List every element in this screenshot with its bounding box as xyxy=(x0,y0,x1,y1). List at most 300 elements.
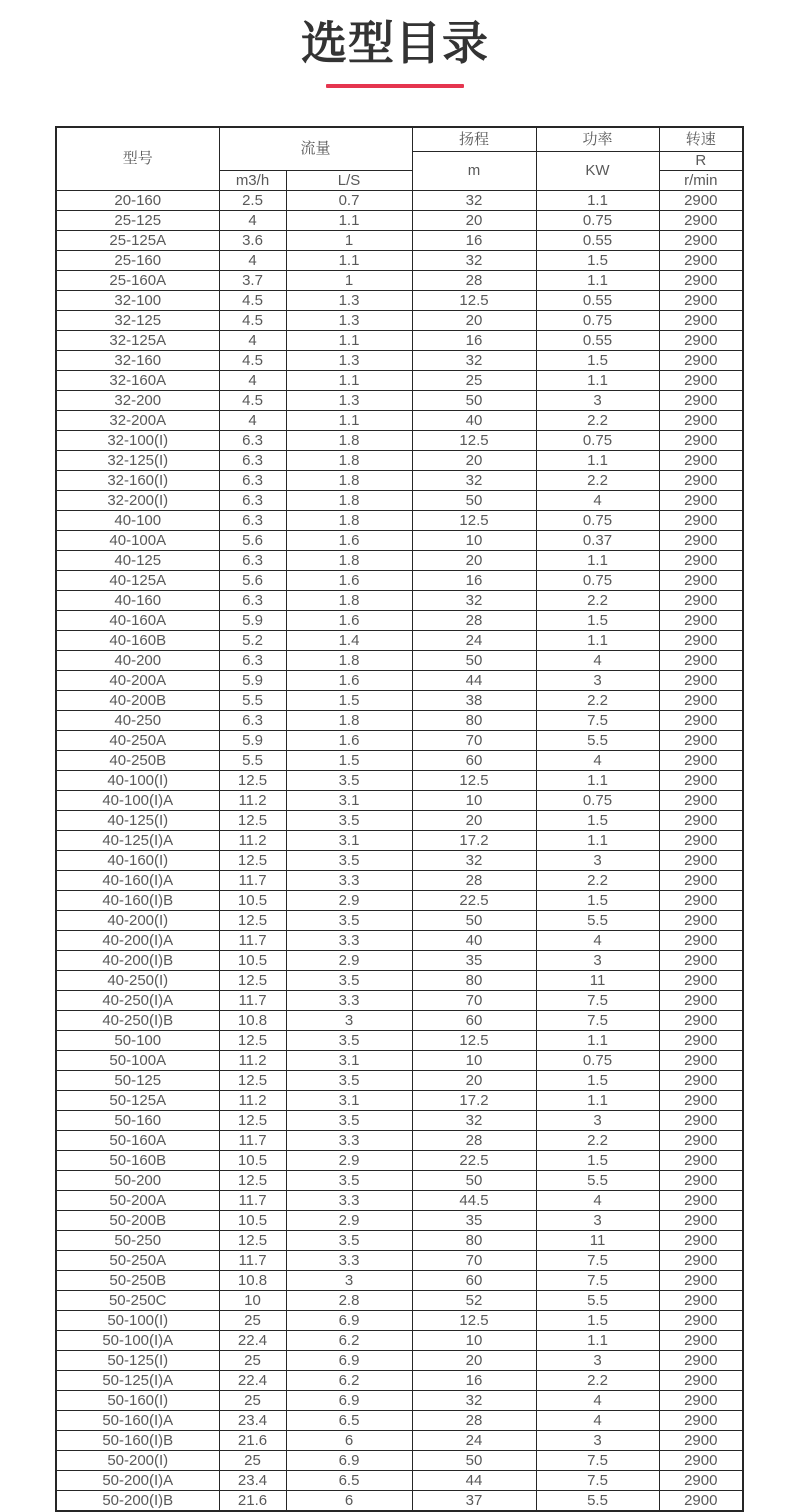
cell-speed-rpm: 2900 xyxy=(659,1211,743,1231)
cell-flow-ls: 3 xyxy=(286,1271,412,1291)
cell-flow-m3h: 6.3 xyxy=(219,451,286,471)
cell-speed-rpm: 2900 xyxy=(659,1091,743,1111)
table-row xyxy=(56,611,743,631)
table-row xyxy=(56,1311,743,1331)
cell-flow-ls: 1.3 xyxy=(286,311,412,331)
cell-speed-rpm: 2900 xyxy=(659,691,743,711)
cell-power-kw: 2.2 xyxy=(536,471,659,491)
cell-flow-ls: 3.3 xyxy=(286,1191,412,1211)
cell-flow-ls: 6.9 xyxy=(286,1351,412,1371)
cell-head-m: 16 xyxy=(412,231,536,251)
table-row xyxy=(56,1051,743,1071)
cell-speed-rpm: 2900 xyxy=(659,931,743,951)
cell-head-m: 25 xyxy=(412,371,536,391)
cell-power-kw: 1.1 xyxy=(536,551,659,571)
cell-flow-m3h: 22.4 xyxy=(219,1331,286,1351)
table-row xyxy=(56,651,743,671)
cell-head-m: 20 xyxy=(412,1351,536,1371)
header-row-1 xyxy=(56,127,743,152)
cell-flow-m3h: 23.4 xyxy=(219,1471,286,1491)
table-row xyxy=(56,871,743,891)
table-row xyxy=(56,271,743,291)
table-row xyxy=(56,1231,743,1251)
cell-speed-rpm: 2900 xyxy=(659,431,743,451)
cell-head-m: 35 xyxy=(412,1211,536,1231)
cell-model: 40-125(I)A xyxy=(56,831,219,851)
cell-speed-rpm: 2900 xyxy=(659,811,743,831)
cell-model: 32-160A xyxy=(56,371,219,391)
cell-head-m: 38 xyxy=(412,691,536,711)
cell-head-m: 28 xyxy=(412,271,536,291)
cell-model: 40-125A xyxy=(56,571,219,591)
cell-model: 32-100 xyxy=(56,291,219,311)
table-row xyxy=(56,1491,743,1511)
cell-model: 32-200 xyxy=(56,391,219,411)
cell-head-m: 12.5 xyxy=(412,1031,536,1051)
cell-speed-rpm: 2900 xyxy=(659,491,743,511)
cell-power-kw: 1.1 xyxy=(536,1331,659,1351)
header-speed-unit: r/min xyxy=(659,171,743,191)
cell-power-kw: 11 xyxy=(536,1231,659,1251)
cell-model: 40-250(I)B xyxy=(56,1011,219,1031)
table-row xyxy=(56,1211,743,1231)
cell-flow-ls: 1.3 xyxy=(286,291,412,311)
cell-model: 50-125(I)A xyxy=(56,1371,219,1391)
cell-flow-ls: 1.8 xyxy=(286,651,412,671)
table-row xyxy=(56,751,743,771)
cell-power-kw: 1.5 xyxy=(536,611,659,631)
cell-head-m: 28 xyxy=(412,1411,536,1431)
cell-flow-m3h: 23.4 xyxy=(219,1411,286,1431)
table-row xyxy=(56,951,743,971)
table-row xyxy=(56,711,743,731)
table-row xyxy=(56,1391,743,1411)
cell-flow-m3h: 10.5 xyxy=(219,951,286,971)
cell-model: 32-125A xyxy=(56,331,219,351)
cell-power-kw: 0.75 xyxy=(536,211,659,231)
cell-flow-m3h: 12.5 xyxy=(219,811,286,831)
table-row xyxy=(56,1331,743,1351)
cell-model: 32-100(I) xyxy=(56,431,219,451)
cell-flow-ls: 3.5 xyxy=(286,911,412,931)
cell-flow-ls: 3.1 xyxy=(286,791,412,811)
cell-head-m: 10 xyxy=(412,531,536,551)
table-row xyxy=(56,891,743,911)
cell-power-kw: 3 xyxy=(536,1431,659,1451)
table-row xyxy=(56,851,743,871)
cell-model: 40-250(I)A xyxy=(56,991,219,1011)
cell-speed-rpm: 2900 xyxy=(659,911,743,931)
cell-model: 50-160(I)A xyxy=(56,1411,219,1431)
cell-model: 40-200 xyxy=(56,651,219,671)
table-row xyxy=(56,231,743,251)
cell-head-m: 32 xyxy=(412,191,536,211)
cell-power-kw: 1.1 xyxy=(536,631,659,651)
table-row xyxy=(56,371,743,391)
cell-model: 20-160 xyxy=(56,191,219,211)
cell-model: 40-160(I)B xyxy=(56,891,219,911)
table-row xyxy=(56,251,743,271)
cell-flow-ls: 3.5 xyxy=(286,1031,412,1051)
cell-flow-ls: 1.6 xyxy=(286,611,412,631)
table-row xyxy=(56,291,743,311)
cell-power-kw: 0.75 xyxy=(536,511,659,531)
cell-model: 40-250B xyxy=(56,751,219,771)
table-row xyxy=(56,391,743,411)
cell-power-kw: 0.75 xyxy=(536,311,659,331)
cell-flow-m3h: 6.3 xyxy=(219,511,286,531)
cell-power-kw: 3 xyxy=(536,1351,659,1371)
table-row xyxy=(56,1011,743,1031)
cell-head-m: 12.5 xyxy=(412,291,536,311)
cell-flow-ls: 6.5 xyxy=(286,1411,412,1431)
cell-speed-rpm: 2900 xyxy=(659,351,743,371)
cell-speed-rpm: 2900 xyxy=(659,671,743,691)
cell-flow-m3h: 11.2 xyxy=(219,1091,286,1111)
table-row xyxy=(56,431,743,451)
cell-model: 32-125(I) xyxy=(56,451,219,471)
selection-table xyxy=(55,126,744,1512)
cell-head-m: 44 xyxy=(412,1471,536,1491)
cell-flow-m3h: 25 xyxy=(219,1391,286,1411)
cell-speed-rpm: 2900 xyxy=(659,451,743,471)
cell-flow-m3h: 5.5 xyxy=(219,751,286,771)
cell-model: 40-200(I)A xyxy=(56,931,219,951)
cell-flow-m3h: 12.5 xyxy=(219,851,286,871)
cell-flow-m3h: 12.5 xyxy=(219,1111,286,1131)
cell-head-m: 60 xyxy=(412,751,536,771)
cell-model: 50-160B xyxy=(56,1151,219,1171)
cell-flow-m3h: 10 xyxy=(219,1291,286,1311)
cell-speed-rpm: 2900 xyxy=(659,1251,743,1271)
cell-flow-ls: 1.1 xyxy=(286,211,412,231)
cell-speed-rpm: 2900 xyxy=(659,791,743,811)
table-row xyxy=(56,331,743,351)
cell-power-kw: 7.5 xyxy=(536,1251,659,1271)
cell-flow-m3h: 12.5 xyxy=(219,1031,286,1051)
cell-speed-rpm: 2900 xyxy=(659,1291,743,1311)
cell-speed-rpm: 2900 xyxy=(659,311,743,331)
cell-flow-ls: 3.5 xyxy=(286,1231,412,1251)
cell-flow-ls: 3.5 xyxy=(286,971,412,991)
cell-power-kw: 1.5 xyxy=(536,251,659,271)
header-power: 功率 xyxy=(536,127,659,152)
cell-model: 50-100A xyxy=(56,1051,219,1071)
cell-speed-rpm: 2900 xyxy=(659,531,743,551)
table-row xyxy=(56,1091,743,1111)
cell-flow-ls: 1.8 xyxy=(286,471,412,491)
cell-head-m: 20 xyxy=(412,211,536,231)
cell-model: 50-200(I)A xyxy=(56,1471,219,1491)
cell-power-kw: 2.2 xyxy=(536,411,659,431)
table-row xyxy=(56,671,743,691)
cell-head-m: 28 xyxy=(412,871,536,891)
table-row xyxy=(56,1351,743,1371)
table-row xyxy=(56,1191,743,1211)
cell-power-kw: 2.2 xyxy=(536,691,659,711)
cell-flow-m3h: 5.6 xyxy=(219,571,286,591)
cell-head-m: 70 xyxy=(412,731,536,751)
cell-power-kw: 0.37 xyxy=(536,531,659,551)
cell-flow-m3h: 12.5 xyxy=(219,1231,286,1251)
table-row xyxy=(56,411,743,431)
cell-flow-ls: 3.5 xyxy=(286,1171,412,1191)
cell-power-kw: 11 xyxy=(536,971,659,991)
cell-flow-ls: 1.8 xyxy=(286,431,412,451)
cell-flow-m3h: 10.8 xyxy=(219,1011,286,1031)
cell-flow-ls: 2.8 xyxy=(286,1291,412,1311)
cell-flow-ls: 1.8 xyxy=(286,591,412,611)
cell-power-kw: 1.5 xyxy=(536,351,659,371)
cell-power-kw: 1.1 xyxy=(536,271,659,291)
cell-flow-m3h: 4 xyxy=(219,211,286,231)
cell-speed-rpm: 2900 xyxy=(659,1471,743,1491)
cell-head-m: 50 xyxy=(412,491,536,511)
table-row xyxy=(56,1071,743,1091)
cell-flow-m3h: 21.6 xyxy=(219,1491,286,1511)
cell-model: 40-250A xyxy=(56,731,219,751)
cell-power-kw: 5.5 xyxy=(536,731,659,751)
table-row xyxy=(56,531,743,551)
cell-speed-rpm: 2900 xyxy=(659,1171,743,1191)
table-row xyxy=(56,1471,743,1491)
cell-power-kw: 2.2 xyxy=(536,871,659,891)
cell-model: 50-160(I)B xyxy=(56,1431,219,1451)
table-row xyxy=(56,351,743,371)
cell-model: 40-200A xyxy=(56,671,219,691)
table-row xyxy=(56,691,743,711)
cell-flow-m3h: 11.7 xyxy=(219,1191,286,1211)
cell-model: 40-100A xyxy=(56,531,219,551)
cell-flow-ls: 1.8 xyxy=(286,711,412,731)
cell-power-kw: 4 xyxy=(536,931,659,951)
cell-speed-rpm: 2900 xyxy=(659,391,743,411)
cell-flow-ls: 3.3 xyxy=(286,1131,412,1151)
cell-power-kw: 0.75 xyxy=(536,431,659,451)
cell-power-kw: 1.1 xyxy=(536,771,659,791)
table-row xyxy=(56,1431,743,1451)
cell-flow-ls: 6.9 xyxy=(286,1391,412,1411)
cell-model: 50-100(I)A xyxy=(56,1331,219,1351)
cell-flow-ls: 2.9 xyxy=(286,1151,412,1171)
cell-power-kw: 5.5 xyxy=(536,911,659,931)
cell-power-kw: 1.5 xyxy=(536,1151,659,1171)
cell-flow-ls: 3.3 xyxy=(286,931,412,951)
cell-model: 50-200(I)B xyxy=(56,1491,219,1511)
cell-power-kw: 5.5 xyxy=(536,1171,659,1191)
cell-model: 32-125 xyxy=(56,311,219,331)
cell-head-m: 50 xyxy=(412,1451,536,1471)
cell-speed-rpm: 2900 xyxy=(659,771,743,791)
table-row xyxy=(56,491,743,511)
cell-power-kw: 3 xyxy=(536,851,659,871)
cell-speed-rpm: 2900 xyxy=(659,1351,743,1371)
cell-power-kw: 1.1 xyxy=(536,451,659,471)
cell-speed-rpm: 2900 xyxy=(659,731,743,751)
cell-power-kw: 7.5 xyxy=(536,1011,659,1031)
cell-model: 32-160 xyxy=(56,351,219,371)
cell-flow-m3h: 6.3 xyxy=(219,431,286,451)
cell-model: 40-250 xyxy=(56,711,219,731)
cell-head-m: 22.5 xyxy=(412,1151,536,1171)
table-row xyxy=(56,311,743,331)
cell-flow-ls: 3.5 xyxy=(286,1111,412,1131)
cell-flow-m3h: 5.5 xyxy=(219,691,286,711)
cell-flow-m3h: 10.5 xyxy=(219,1151,286,1171)
cell-speed-rpm: 2900 xyxy=(659,611,743,631)
cell-flow-m3h: 11.7 xyxy=(219,991,286,1011)
cell-model: 25-160A xyxy=(56,271,219,291)
cell-head-m: 22.5 xyxy=(412,891,536,911)
cell-flow-m3h: 11.7 xyxy=(219,1131,286,1151)
cell-flow-ls: 6.9 xyxy=(286,1451,412,1471)
cell-flow-ls: 1.6 xyxy=(286,571,412,591)
cell-power-kw: 1.1 xyxy=(536,1031,659,1051)
cell-speed-rpm: 2900 xyxy=(659,1311,743,1331)
cell-power-kw: 0.55 xyxy=(536,331,659,351)
cell-head-m: 44 xyxy=(412,671,536,691)
cell-speed-rpm: 2900 xyxy=(659,191,743,211)
cell-flow-ls: 3.3 xyxy=(286,991,412,1011)
table-row xyxy=(56,1451,743,1471)
cell-flow-ls: 1.1 xyxy=(286,411,412,431)
cell-flow-ls: 6 xyxy=(286,1431,412,1451)
cell-speed-rpm: 2900 xyxy=(659,371,743,391)
cell-speed-rpm: 2900 xyxy=(659,1271,743,1291)
cell-flow-m3h: 4.5 xyxy=(219,391,286,411)
cell-power-kw: 7.5 xyxy=(536,991,659,1011)
table-row xyxy=(56,451,743,471)
cell-power-kw: 5.5 xyxy=(536,1291,659,1311)
cell-speed-rpm: 2900 xyxy=(659,1151,743,1171)
table-row xyxy=(56,571,743,591)
header-model: 型号 xyxy=(56,127,219,191)
table-row xyxy=(56,1411,743,1431)
header-head-unit: m xyxy=(412,152,536,191)
cell-model: 40-160A xyxy=(56,611,219,631)
cell-speed-rpm: 2900 xyxy=(659,1071,743,1091)
cell-power-kw: 1.5 xyxy=(536,811,659,831)
cell-flow-ls: 3.1 xyxy=(286,1091,412,1111)
cell-head-m: 16 xyxy=(412,571,536,591)
cell-head-m: 50 xyxy=(412,651,536,671)
cell-head-m: 12.5 xyxy=(412,431,536,451)
cell-speed-rpm: 2900 xyxy=(659,1131,743,1151)
cell-flow-m3h: 6.3 xyxy=(219,491,286,511)
cell-power-kw: 4 xyxy=(536,1411,659,1431)
cell-head-m: 28 xyxy=(412,611,536,631)
table-row xyxy=(56,911,743,931)
header-power-unit: KW xyxy=(536,152,659,191)
cell-model: 50-200B xyxy=(56,1211,219,1231)
table-row xyxy=(56,631,743,651)
cell-speed-rpm: 2900 xyxy=(659,1371,743,1391)
cell-power-kw: 0.75 xyxy=(536,571,659,591)
cell-flow-ls: 1 xyxy=(286,271,412,291)
cell-head-m: 37 xyxy=(412,1491,536,1511)
cell-flow-m3h: 11.2 xyxy=(219,1051,286,1071)
cell-model: 40-160(I)A xyxy=(56,871,219,891)
cell-flow-m3h: 5.6 xyxy=(219,531,286,551)
cell-power-kw: 0.55 xyxy=(536,291,659,311)
cell-flow-ls: 1.8 xyxy=(286,451,412,471)
cell-head-m: 32 xyxy=(412,1111,536,1131)
cell-speed-rpm: 2900 xyxy=(659,271,743,291)
cell-model: 50-125(I) xyxy=(56,1351,219,1371)
cell-flow-m3h: 6.3 xyxy=(219,471,286,491)
cell-head-m: 24 xyxy=(412,1431,536,1451)
cell-speed-rpm: 2900 xyxy=(659,711,743,731)
cell-flow-m3h: 25 xyxy=(219,1451,286,1471)
cell-flow-ls: 2.9 xyxy=(286,1211,412,1231)
cell-speed-rpm: 2900 xyxy=(659,851,743,871)
cell-power-kw: 1.1 xyxy=(536,191,659,211)
cell-head-m: 17.2 xyxy=(412,831,536,851)
cell-flow-m3h: 4 xyxy=(219,331,286,351)
cell-flow-m3h: 3.7 xyxy=(219,271,286,291)
table-body xyxy=(56,191,743,1511)
cell-power-kw: 2.2 xyxy=(536,1131,659,1151)
cell-flow-ls: 1.6 xyxy=(286,731,412,751)
cell-head-m: 60 xyxy=(412,1271,536,1291)
cell-flow-ls: 1.1 xyxy=(286,331,412,351)
cell-flow-ls: 6.5 xyxy=(286,1471,412,1491)
cell-head-m: 12.5 xyxy=(412,1311,536,1331)
cell-head-m: 32 xyxy=(412,851,536,871)
cell-flow-m3h: 4 xyxy=(219,411,286,431)
header-head: 扬程 xyxy=(412,127,536,152)
cell-flow-ls: 3.5 xyxy=(286,1071,412,1091)
cell-model: 50-100(I) xyxy=(56,1311,219,1331)
cell-flow-m3h: 10.8 xyxy=(219,1271,286,1291)
cell-model: 50-200A xyxy=(56,1191,219,1211)
cell-head-m: 17.2 xyxy=(412,1091,536,1111)
cell-flow-ls: 1.6 xyxy=(286,531,412,551)
cell-head-m: 52 xyxy=(412,1291,536,1311)
cell-speed-rpm: 2900 xyxy=(659,1451,743,1471)
cell-power-kw: 1.1 xyxy=(536,1091,659,1111)
cell-flow-m3h: 4 xyxy=(219,371,286,391)
cell-head-m: 32 xyxy=(412,471,536,491)
cell-speed-rpm: 2900 xyxy=(659,211,743,231)
table-row xyxy=(56,731,743,751)
table-header xyxy=(56,127,743,191)
cell-model: 50-250B xyxy=(56,1271,219,1291)
cell-speed-rpm: 2900 xyxy=(659,1191,743,1211)
cell-flow-m3h: 11.7 xyxy=(219,871,286,891)
cell-head-m: 32 xyxy=(412,251,536,271)
cell-speed-rpm: 2900 xyxy=(659,1231,743,1251)
cell-head-m: 12.5 xyxy=(412,771,536,791)
cell-flow-m3h: 12.5 xyxy=(219,771,286,791)
cell-head-m: 10 xyxy=(412,791,536,811)
cell-model: 25-125A xyxy=(56,231,219,251)
cell-model: 40-200(I) xyxy=(56,911,219,931)
cell-power-kw: 3 xyxy=(536,391,659,411)
cell-model: 40-160 xyxy=(56,591,219,611)
cell-model: 40-100(I) xyxy=(56,771,219,791)
title-accent-divider xyxy=(326,84,464,88)
page-title: 选型目录 xyxy=(301,17,489,69)
table-row xyxy=(56,471,743,491)
cell-model: 50-200 xyxy=(56,1171,219,1191)
cell-flow-m3h: 6.3 xyxy=(219,711,286,731)
table-row xyxy=(56,211,743,231)
cell-head-m: 50 xyxy=(412,911,536,931)
cell-head-m: 10 xyxy=(412,1051,536,1071)
cell-model: 40-125 xyxy=(56,551,219,571)
cell-head-m: 20 xyxy=(412,811,536,831)
